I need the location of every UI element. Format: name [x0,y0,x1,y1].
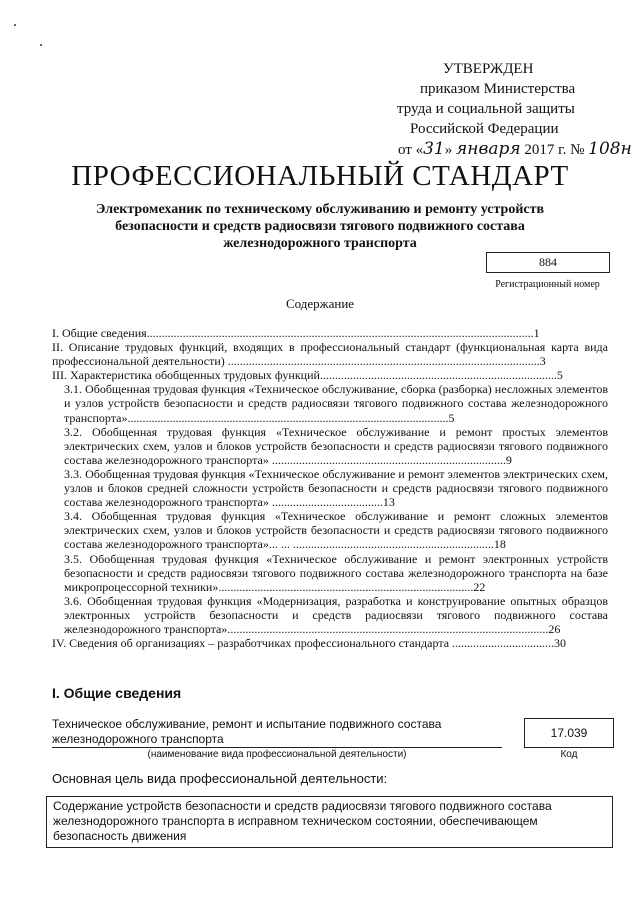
goal-label: Основная цель вида профессиональной деятельности: [52,771,388,786]
date-prefix: от « [398,142,424,158]
activity-kind-underline [52,747,502,748]
toc-entry: I. Общие сведения.................................................................................................................................1 [52,326,540,340]
toc-entry: 3.4. Обобщенная трудовая функция «Техническое обслуживание и ремонт сложных элементов электрических схем, узлов и блоков устройств безопасности и средств радиосвязи тягового подвижного состава железнодорожного транспорта»... ... ...................................................................18 [64,509,608,552]
toc-entry: II. Описание трудовых функций, входящих в профессиональный стандарт (функциональная карта вида профессиональной деятельности) ........................................................................................................3 [52,340,608,369]
date-mid: » [444,142,456,158]
profession-title: Электромеханик по техническому обслуживанию и ремонту устройств безопасности и средств радиосвязи тягового подвижного состава железнодорожного транспорта [95,202,545,251]
section-heading: I. Общие сведения [52,685,182,701]
date-day-handwritten: 31 [423,139,445,159]
toc-entry: 3.1. Обобщенная трудовая функция «Техническое обслуживание, сборка (разборка) несложных элементов и узлов устройств безопасности и средств радиосвязи тягового подвижного состава железнодорожного транспорта»...........................................................................................................5 [64,382,608,425]
approval-line: труда и социальной защиты [397,101,575,117]
activity-code-box: 17.039 [524,718,614,748]
toc-entry: 3.3. Обобщенная трудовая функция «Техническое обслуживание и ремонт элементов электрических схем, узлов и блоков средней сложности устройств безопасности и средств радиосвязи тягового подвижного состава железнодорожного транспорта» .....................................13 [64,466,608,510]
goal-text-box: Содержание устройств безопасности и средств радиосвязи тягового подвижного состава железнодорожного транспорта в исправном техническом состоянии, обеспечивающем безопасность движения [46,796,613,848]
registration-number-box: 884 [486,252,610,273]
activity-kind-caption: (наименование вида профессиональной деятельности) [147,749,407,760]
toc-entry: IV. Сведения об организациях – разработчиках профессионального стандарта ..................................30 [52,636,567,651]
date-year: 2017 г. № [520,142,589,158]
table-of-contents [52,326,608,650]
approval-line: приказом Министерства [420,81,576,97]
approval-date-line [398,140,632,159]
order-number-handwritten: 108н [588,139,632,159]
toc-entry: III. Характеристика обобщенных трудовых функций...............................................................................5 [52,368,563,383]
approval-line: Российской Федерации [410,121,559,137]
toc-entry: 3.2. Обобщенная трудовая функция «Техническое обслуживание и ремонт простых элементов электрических схем, узлов и блоков устройств безопасности и средств радиосвязи тягового подвижного состава железнодорожного транспорта» ..............................................................................9 [64,424,608,467]
activity-kind-text: Техническое обслуживание, ремонт и испытание подвижного состава железнодорожного транспорта [52,717,442,746]
toc-entry: 3.6. Обобщенная трудовая функция «Модернизация, разработка и конструирование опытных образцов электронных устройств безопасности и средств радиосвязи тягового подвижного состава железнодорожного транспорта»...........................................................................................................26 [64,593,608,636]
approval-heading: УТВЕРЖДЕН [443,61,534,77]
scan-speck [14,24,16,26]
toc-title: Содержание [285,296,355,311]
document-title: ПРОФЕССИОНАЛЬНЫЙ СТАНДАРТ [71,160,569,192]
date-month-handwritten: января [456,139,521,159]
registration-caption: Регистрационный номер [495,279,600,290]
activity-code-caption: Код [560,749,578,760]
toc-entry: 3.5. Обобщенная трудовая функция «Техническое обслуживание и ремонт электронных устройств безопасности и средств радиосвязи тягового подвижного состава железнодорожного транспорта на базе микропроцессорной техники».....................................................................................22 [64,551,608,594]
scan-speck [40,44,42,46]
